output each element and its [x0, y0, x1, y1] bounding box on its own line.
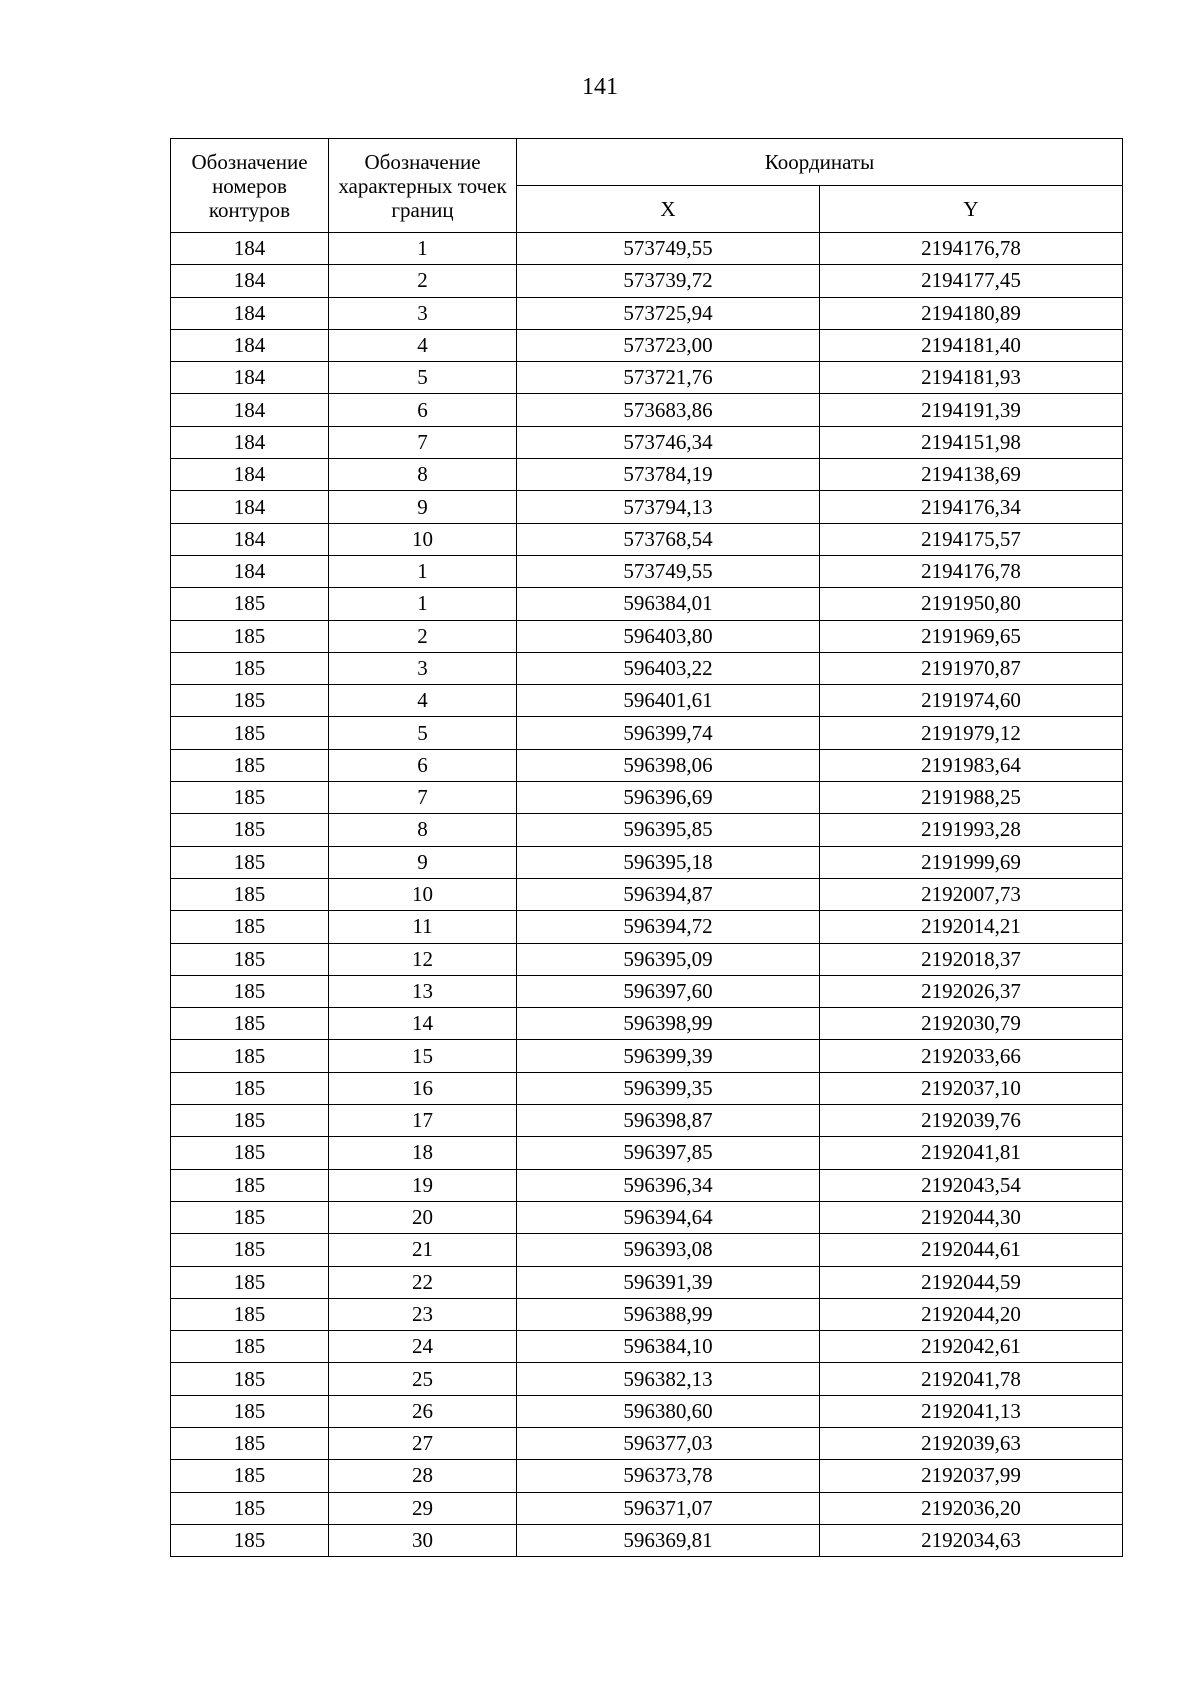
cell-y: 2192026,37 [820, 975, 1123, 1007]
cell-point: 22 [329, 1266, 517, 1298]
cell-y: 2194176,78 [820, 555, 1123, 587]
cell-point: 21 [329, 1234, 517, 1266]
table-row [171, 394, 1123, 426]
cell-contour: 184 [171, 329, 329, 361]
table-row [171, 1395, 1123, 1427]
cell-point: 20 [329, 1201, 517, 1233]
cell-contour: 185 [171, 588, 329, 620]
cell-point: 1 [329, 555, 517, 587]
cell-contour: 185 [171, 1040, 329, 1072]
cell-x: 596394,87 [517, 878, 820, 910]
cell-point: 3 [329, 652, 517, 684]
table-row [171, 1363, 1123, 1395]
table-row [171, 1201, 1123, 1233]
cell-x: 596369,81 [517, 1524, 820, 1556]
cell-point: 28 [329, 1460, 517, 1492]
cell-contour: 185 [171, 975, 329, 1007]
cell-x: 573683,86 [517, 394, 820, 426]
header-y: Y [820, 186, 1123, 233]
cell-x: 573749,55 [517, 555, 820, 587]
cell-x: 596398,06 [517, 749, 820, 781]
cell-y: 2191969,65 [820, 620, 1123, 652]
cell-point: 1 [329, 588, 517, 620]
table-row [171, 782, 1123, 814]
cell-y: 2194181,93 [820, 362, 1123, 394]
cell-x: 573749,55 [517, 233, 820, 265]
cell-x: 573739,72 [517, 265, 820, 297]
table-row [171, 717, 1123, 749]
cell-point: 10 [329, 523, 517, 555]
cell-x: 573721,76 [517, 362, 820, 394]
cell-contour: 185 [171, 814, 329, 846]
table-row [171, 620, 1123, 652]
cell-point: 15 [329, 1040, 517, 1072]
cell-y: 2191988,25 [820, 782, 1123, 814]
cell-x: 596380,60 [517, 1395, 820, 1427]
cell-contour: 185 [171, 1008, 329, 1040]
cell-contour: 185 [171, 1363, 329, 1395]
cell-point: 19 [329, 1169, 517, 1201]
cell-x: 596398,87 [517, 1105, 820, 1137]
cell-point: 12 [329, 943, 517, 975]
table-row [171, 685, 1123, 717]
cell-y: 2191993,28 [820, 814, 1123, 846]
table-row [171, 523, 1123, 555]
cell-x: 596388,99 [517, 1298, 820, 1330]
cell-y: 2192037,99 [820, 1460, 1123, 1492]
cell-x: 596397,85 [517, 1137, 820, 1169]
table-row [171, 1331, 1123, 1363]
cell-contour: 185 [171, 1298, 329, 1330]
cell-y: 2194191,39 [820, 394, 1123, 426]
cell-contour: 185 [171, 717, 329, 749]
cell-y: 2192044,20 [820, 1298, 1123, 1330]
header-coordinates: Координаты [517, 139, 1123, 186]
cell-y: 2194180,89 [820, 297, 1123, 329]
table-row [171, 1072, 1123, 1104]
table-row [171, 1137, 1123, 1169]
cell-point: 29 [329, 1492, 517, 1524]
cell-point: 14 [329, 1008, 517, 1040]
cell-point: 4 [329, 329, 517, 361]
cell-x: 596401,61 [517, 685, 820, 717]
header-boundary-points-label: Обозначение характерных точек границ [338, 149, 507, 222]
cell-x: 596393,08 [517, 1234, 820, 1266]
cell-y: 2194176,78 [820, 233, 1123, 265]
cell-point: 30 [329, 1524, 517, 1556]
cell-contour: 185 [171, 846, 329, 878]
cell-point: 13 [329, 975, 517, 1007]
table-row [171, 1266, 1123, 1298]
cell-x: 596371,07 [517, 1492, 820, 1524]
cell-y: 2192044,61 [820, 1234, 1123, 1266]
cell-contour: 185 [171, 1331, 329, 1363]
cell-contour: 185 [171, 1524, 329, 1556]
table-row [171, 588, 1123, 620]
cell-y: 2192036,20 [820, 1492, 1123, 1524]
cell-point: 6 [329, 749, 517, 781]
cell-y: 2192039,63 [820, 1427, 1123, 1459]
header-x: X [517, 186, 820, 233]
table-row [171, 1298, 1123, 1330]
cell-y: 2192034,63 [820, 1524, 1123, 1556]
table-row [171, 1169, 1123, 1201]
cell-y: 2191974,60 [820, 685, 1123, 717]
cell-y: 2192033,66 [820, 1040, 1123, 1072]
table-row [171, 1040, 1123, 1072]
cell-x: 596395,09 [517, 943, 820, 975]
cell-x: 596373,78 [517, 1460, 820, 1492]
table-row [171, 329, 1123, 361]
table-row [171, 426, 1123, 458]
cell-y: 2192014,21 [820, 911, 1123, 943]
cell-y: 2192041,81 [820, 1137, 1123, 1169]
cell-y: 2194175,57 [820, 523, 1123, 555]
cell-x: 596394,72 [517, 911, 820, 943]
cell-contour: 185 [171, 782, 329, 814]
table-row [171, 1492, 1123, 1524]
table-row [171, 1524, 1123, 1556]
cell-x: 596391,39 [517, 1266, 820, 1298]
cell-y: 2191983,64 [820, 749, 1123, 781]
cell-point: 27 [329, 1427, 517, 1459]
cell-y: 2194138,69 [820, 459, 1123, 491]
table-row [171, 459, 1123, 491]
cell-contour: 185 [171, 1169, 329, 1201]
cell-x: 596403,80 [517, 620, 820, 652]
cell-x: 596377,03 [517, 1427, 820, 1459]
table-row [171, 362, 1123, 394]
table-row [171, 652, 1123, 684]
cell-point: 7 [329, 782, 517, 814]
cell-contour: 184 [171, 265, 329, 297]
cell-y: 2194176,34 [820, 491, 1123, 523]
cell-point: 8 [329, 814, 517, 846]
cell-x: 596382,13 [517, 1363, 820, 1395]
table-row [171, 943, 1123, 975]
cell-point: 16 [329, 1072, 517, 1104]
cell-y: 2192007,73 [820, 878, 1123, 910]
cell-y: 2192042,61 [820, 1331, 1123, 1363]
cell-contour: 184 [171, 233, 329, 265]
table-row [171, 975, 1123, 1007]
cell-x: 596395,85 [517, 814, 820, 846]
cell-point: 25 [329, 1363, 517, 1395]
cell-contour: 185 [171, 620, 329, 652]
table-row [171, 814, 1123, 846]
cell-point: 2 [329, 620, 517, 652]
cell-contour: 185 [171, 1266, 329, 1298]
cell-point: 24 [329, 1331, 517, 1363]
cell-x: 596396,34 [517, 1169, 820, 1201]
cell-x: 596399,39 [517, 1040, 820, 1072]
table-row [171, 491, 1123, 523]
header-boundary-points [329, 139, 517, 233]
cell-point: 18 [329, 1137, 517, 1169]
cell-y: 2192039,76 [820, 1105, 1123, 1137]
cell-contour: 184 [171, 555, 329, 587]
cell-x: 573746,34 [517, 426, 820, 458]
table-header [171, 139, 1123, 233]
table-row [171, 555, 1123, 587]
table-row [171, 1427, 1123, 1459]
table-body [171, 233, 1123, 1557]
cell-point: 11 [329, 911, 517, 943]
cell-point: 2 [329, 265, 517, 297]
cell-contour: 185 [171, 1427, 329, 1459]
cell-x: 596395,18 [517, 846, 820, 878]
cell-y: 2191970,87 [820, 652, 1123, 684]
table-row [171, 1234, 1123, 1266]
table-row [171, 233, 1123, 265]
cell-contour: 185 [171, 1492, 329, 1524]
table-row [171, 1105, 1123, 1137]
cell-contour: 185 [171, 1234, 329, 1266]
cell-y: 2194181,40 [820, 329, 1123, 361]
cell-y: 2191999,69 [820, 846, 1123, 878]
cell-y: 2194177,45 [820, 265, 1123, 297]
cell-contour: 185 [171, 878, 329, 910]
cell-contour: 185 [171, 1105, 329, 1137]
cell-y: 2192018,37 [820, 943, 1123, 975]
cell-contour: 185 [171, 943, 329, 975]
cell-x: 596396,69 [517, 782, 820, 814]
cell-y: 2192037,10 [820, 1072, 1123, 1104]
cell-x: 573784,19 [517, 459, 820, 491]
cell-x: 573768,54 [517, 523, 820, 555]
cell-y: 2194151,98 [820, 426, 1123, 458]
table-row [171, 1460, 1123, 1492]
coordinates-table [170, 138, 1123, 1557]
cell-point: 6 [329, 394, 517, 426]
page-number: 141 [582, 74, 618, 100]
cell-x: 596399,35 [517, 1072, 820, 1104]
cell-contour: 185 [171, 652, 329, 684]
cell-point: 7 [329, 426, 517, 458]
cell-point: 4 [329, 685, 517, 717]
cell-x: 573723,00 [517, 329, 820, 361]
cell-y: 2191950,80 [820, 588, 1123, 620]
table-row [171, 911, 1123, 943]
cell-point: 17 [329, 1105, 517, 1137]
cell-point: 9 [329, 491, 517, 523]
cell-x: 596397,60 [517, 975, 820, 1007]
cell-y: 2192044,30 [820, 1201, 1123, 1233]
cell-contour: 185 [171, 911, 329, 943]
cell-contour: 184 [171, 491, 329, 523]
cell-y: 2192044,59 [820, 1266, 1123, 1298]
cell-contour: 184 [171, 297, 329, 329]
cell-point: 9 [329, 846, 517, 878]
table-row [171, 297, 1123, 329]
cell-y: 2192043,54 [820, 1169, 1123, 1201]
cell-x: 573794,13 [517, 491, 820, 523]
cell-point: 26 [329, 1395, 517, 1427]
cell-x: 596398,99 [517, 1008, 820, 1040]
cell-point: 5 [329, 362, 517, 394]
cell-contour: 185 [171, 1072, 329, 1104]
cell-contour: 184 [171, 362, 329, 394]
cell-x: 596384,01 [517, 588, 820, 620]
cell-contour: 184 [171, 426, 329, 458]
cell-point: 5 [329, 717, 517, 749]
cell-contour: 184 [171, 523, 329, 555]
cell-x: 596399,74 [517, 717, 820, 749]
cell-contour: 185 [171, 1201, 329, 1233]
cell-point: 8 [329, 459, 517, 491]
cell-point: 1 [329, 233, 517, 265]
cell-point: 3 [329, 297, 517, 329]
cell-y: 2192041,13 [820, 1395, 1123, 1427]
cell-contour: 185 [171, 749, 329, 781]
cell-contour: 184 [171, 459, 329, 491]
cell-contour: 185 [171, 685, 329, 717]
table-row [171, 1008, 1123, 1040]
cell-x: 573725,94 [517, 297, 820, 329]
cell-contour: 185 [171, 1137, 329, 1169]
cell-point: 23 [329, 1298, 517, 1330]
cell-x: 596394,64 [517, 1201, 820, 1233]
cell-y: 2191979,12 [820, 717, 1123, 749]
cell-contour: 185 [171, 1460, 329, 1492]
cell-x: 596384,10 [517, 1331, 820, 1363]
table-row [171, 846, 1123, 878]
cell-x: 596403,22 [517, 652, 820, 684]
header-contour-numbers-label: Обозначение номеров контуров [191, 149, 308, 222]
cell-y: 2192041,78 [820, 1363, 1123, 1395]
header-contour-numbers [171, 139, 329, 233]
cell-contour: 185 [171, 1395, 329, 1427]
cell-y: 2192030,79 [820, 1008, 1123, 1040]
cell-point: 10 [329, 878, 517, 910]
table-row [171, 878, 1123, 910]
cell-contour: 184 [171, 394, 329, 426]
table-row [171, 749, 1123, 781]
table-row [171, 265, 1123, 297]
